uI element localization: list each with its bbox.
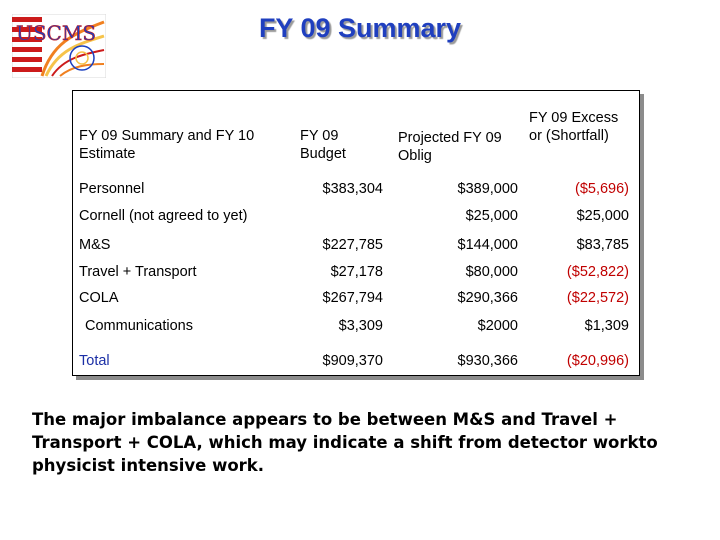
row-budget-cola: $267,794 (322, 290, 383, 306)
row-label-personnel: Personnel (79, 181, 145, 197)
page-title: FY 09 Summary (258, 13, 462, 43)
row-excess-travel: ($52,822) (566, 264, 629, 280)
header-budget: FY 09 Budget (300, 128, 346, 162)
row-label-total: Total (79, 353, 110, 369)
row-oblig-total: $930,366 (457, 353, 518, 369)
row-oblig-cornell: $25,000 (465, 208, 518, 224)
row-budget-communications: $3,309 (338, 318, 383, 334)
row-oblig-ms: $144,000 (457, 237, 518, 253)
row-label-communications: Communications (85, 318, 193, 334)
row-excess-communications: $1,309 (584, 318, 629, 334)
footnote: The major imbalance appears to be between M&S and Travel + Transport + COLA, which may indicate a shift from detector workto physicist intensive work. (32, 410, 658, 475)
header-excess: FY 09 Excess or (Shortfall) (529, 110, 619, 144)
row-oblig-personnel: $389,000 (457, 181, 518, 197)
row-label-ms: M&S (79, 237, 111, 253)
row-excess-cornell: $25,000 (576, 208, 629, 224)
header-oblig: Projected FY 09 Oblig (398, 130, 502, 164)
row-budget-travel: $27,178 (330, 264, 383, 280)
svg-text:USCMS: USCMS (16, 21, 97, 45)
row-oblig-cola: $290,366 (457, 290, 518, 306)
row-budget-personnel: $383,304 (322, 181, 383, 197)
row-label-cola: COLA (79, 290, 119, 306)
row-label-cornell: Cornell (not agreed to yet) (79, 208, 248, 224)
row-oblig-communications: $2000 (477, 318, 518, 334)
summary-table (72, 90, 640, 376)
row-budget-ms: $227,785 (322, 237, 383, 253)
row-excess-personnel: ($5,696) (574, 181, 629, 197)
header-summary: FY 09 Summary and FY 10 Estimate (79, 128, 255, 162)
row-excess-total: ($20,996) (566, 353, 629, 369)
row-label-travel: Travel + Transport (79, 264, 197, 280)
row-oblig-travel: $80,000 (465, 264, 518, 280)
row-excess-cola: ($22,572) (566, 290, 629, 306)
row-budget-total: $909,370 (322, 353, 383, 369)
row-excess-ms: $83,785 (576, 237, 629, 253)
